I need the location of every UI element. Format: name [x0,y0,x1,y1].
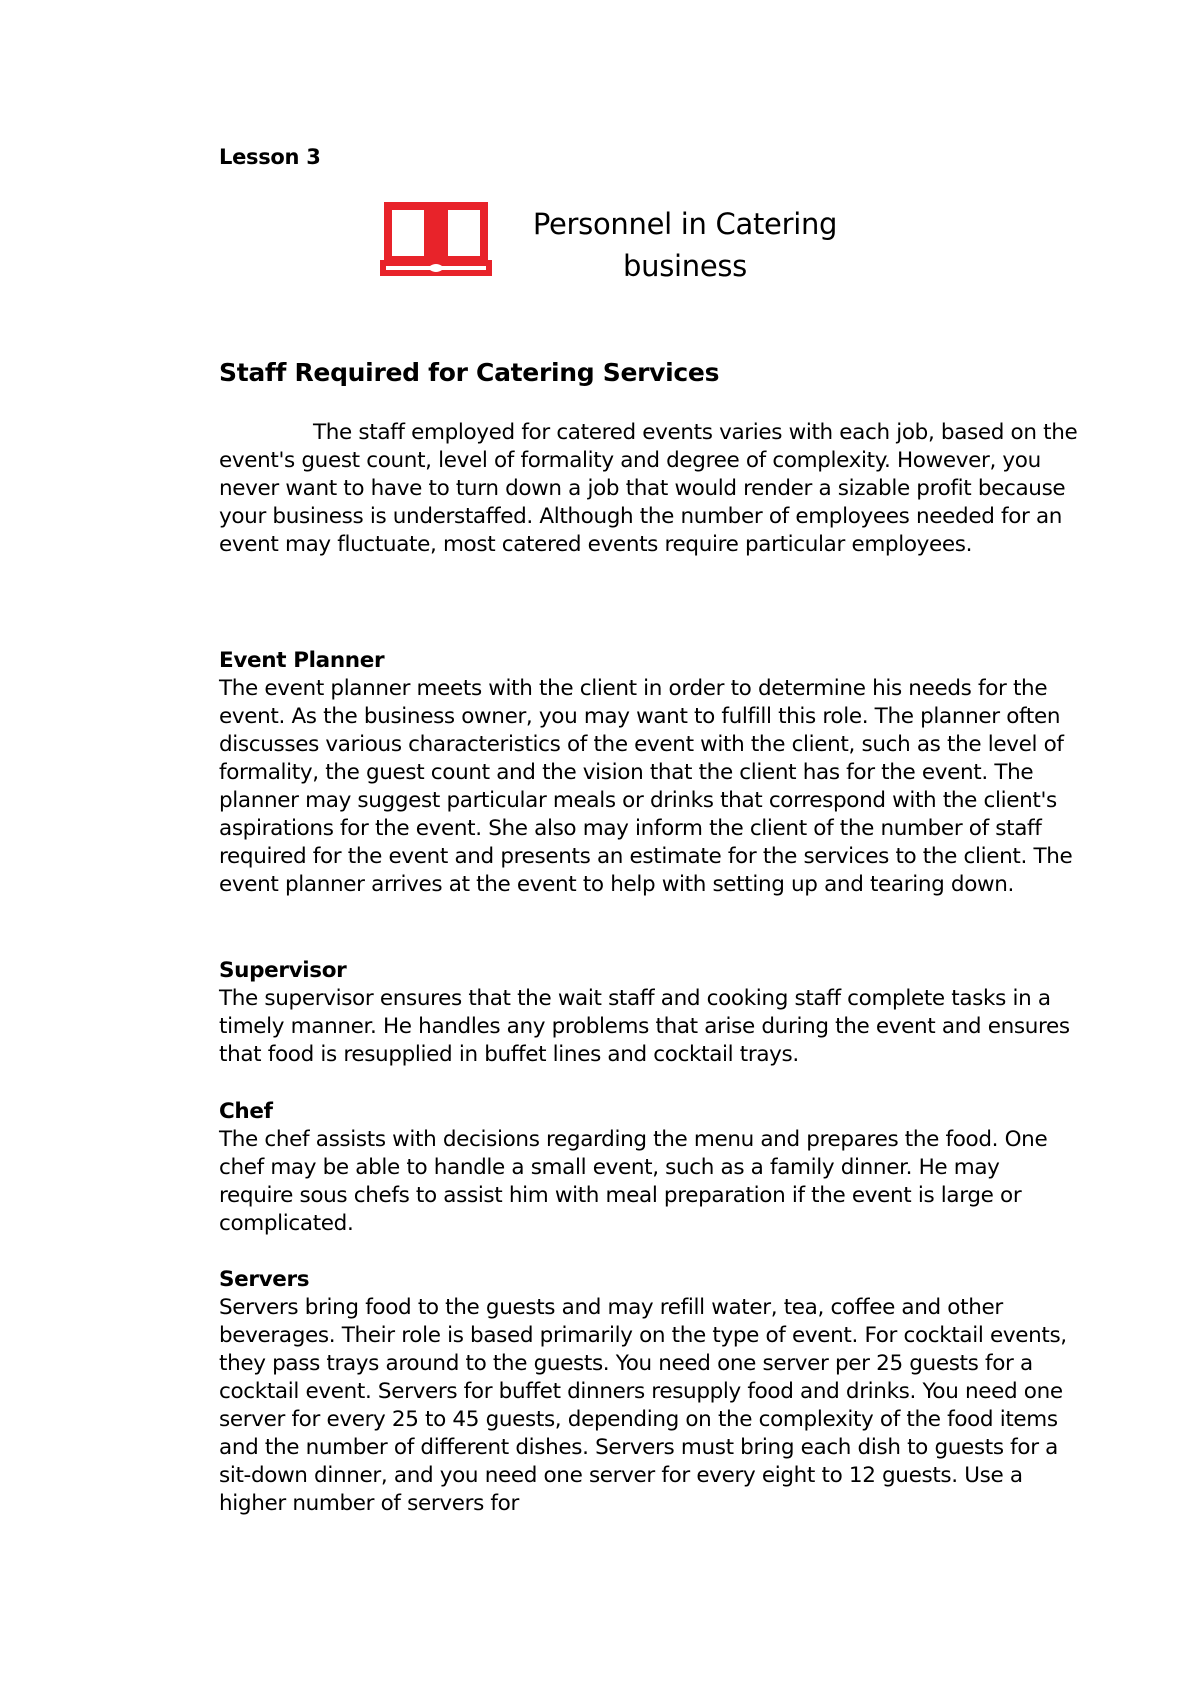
title-line-1: Personnel in Catering [532,207,838,241]
document-title [505,203,865,287]
lesson-label: Lesson 3 [219,145,321,169]
role-description: Servers bring food to the guests and may refill water, tea, coffee and other beverages. Their role is based primarily on the type of event. For cocktail events, they pass trays around to the guests. You need one server per 25 guests for a cocktail event. Servers for buffet dinners resupply food and drinks. You need one server for every 25 to 45 guests, depending on the complexity of the food items and the number of different dishes. Servers must bring each dish to guests for a sit-down dinner, and you need one server for every eight to 12 guests. Use a higher number of servers for [219,1295,1067,1516]
role-chef [219,1098,1079,1238]
role-heading: Supervisor [219,958,347,983]
role-heading: Servers [219,1267,310,1292]
role-servers [219,1266,1079,1518]
open-book-icon [380,198,492,278]
role-description: The supervisor ensures that the wait staff and cooking staff complete tasks in a timely manner. He handles any problems that arise during the event and ensures that food is resupplied in buffet lines and cocktail trays. [219,986,1070,1067]
role-description: The chef assists with decisions regarding the menu and prepares the food. One chef may be able to handle a small event, such as a family dinner. He may require sous chefs to assist him with meal preparation if the event is large or complicated. [219,1127,1048,1236]
role-description: The event planner meets with the client in order to determine his needs for the event. As the business owner, you may want to fulfill this role. The planner often discusses various characteristics of the event with the client, such as the level of formality, the guest count and the vision that the client has for the event. The planner may suggest particular meals or drinks that correspond with the client's aspirations for the event. She also may inform the client of the number of staff required for the event and presents an estimate for the services to the client. The event planner arrives at the event to help with setting up and tearing down. [219,676,1073,897]
role-supervisor [219,957,1079,1069]
title-line-2: business [623,249,747,283]
section-heading: Staff Required for Catering Services [219,358,720,387]
role-event-planner [219,647,1079,899]
intro-paragraph: The staff employed for catered events varies with each job, based on the event's guest count, level of formality and degree of complexity. However, you never want to have to turn down a job that would render a sizable profit because your business is understaffed. Although the number of employees needed for an event may fluctuate, most catered events require particular employees. [219,420,1078,557]
role-heading: Event Planner [219,648,385,673]
role-heading: Chef [219,1099,273,1124]
